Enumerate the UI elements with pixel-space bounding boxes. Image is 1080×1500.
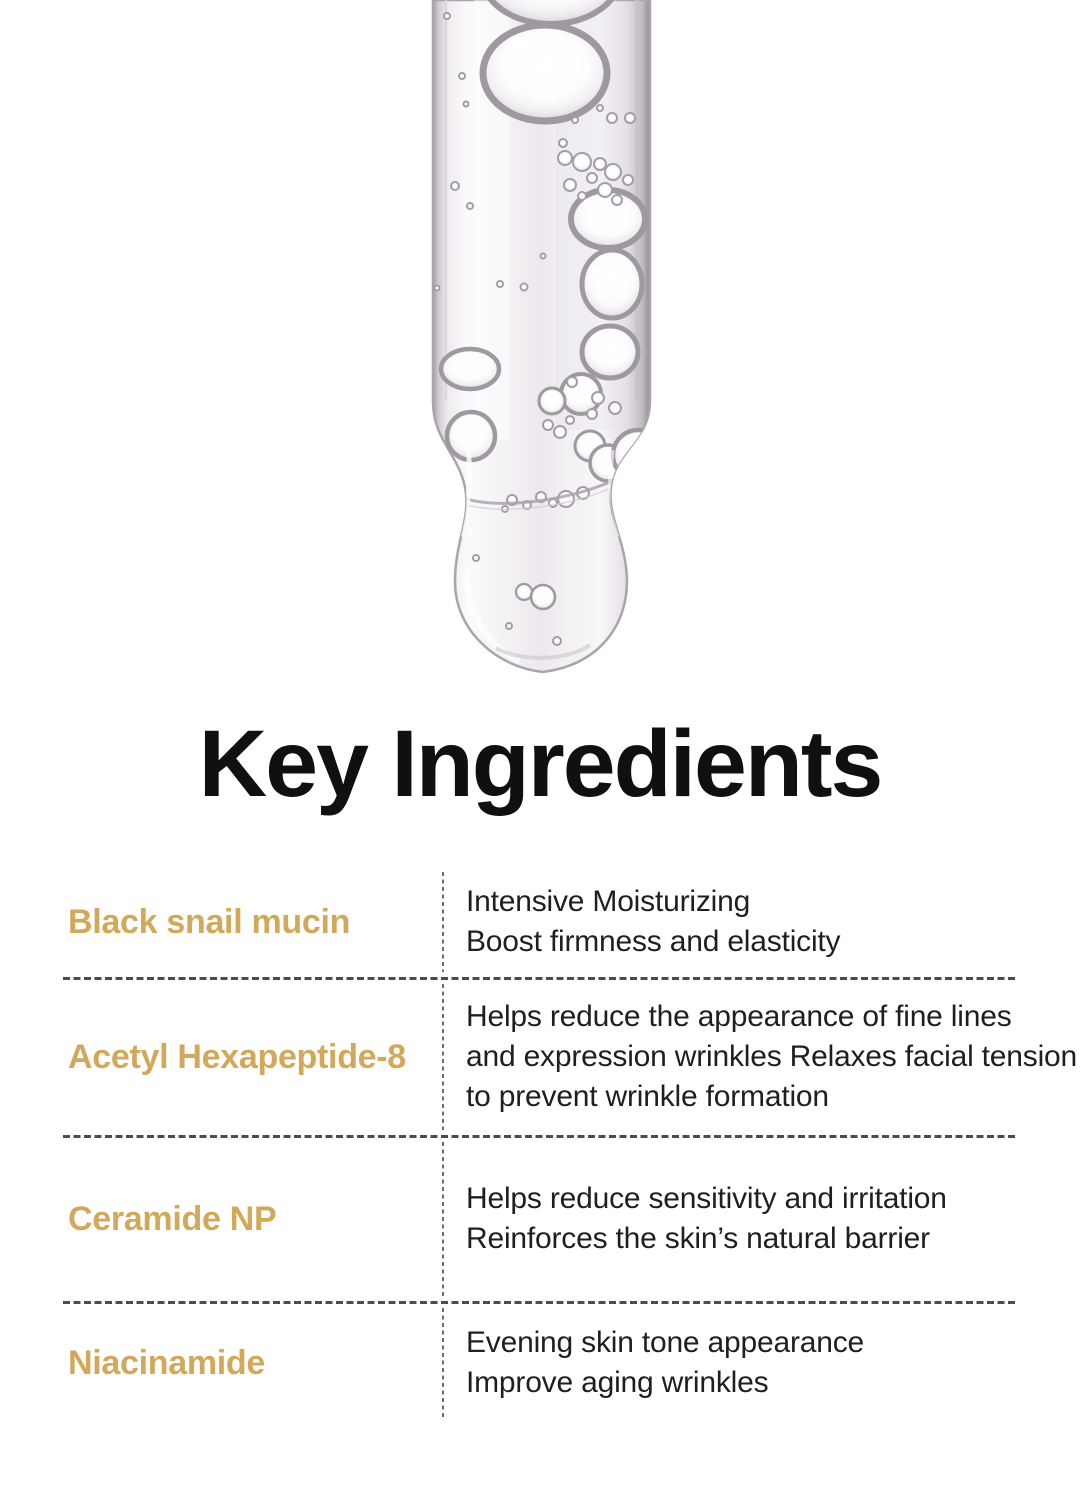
hero-image [0, 0, 1080, 680]
ingredient-description-line: and expression wrinkles Relaxes facial tension [466, 1040, 1077, 1073]
ingredient-row [63, 1302, 1018, 1424]
ingredient-name-cell [63, 866, 443, 978]
ingredient-description-line: Intensive Moisturizing [466, 885, 751, 918]
ingredient-row [63, 1136, 1018, 1302]
ingredient-row [63, 978, 1077, 1136]
ingredient-name: Acetyl Hexapeptide-8 [68, 1037, 406, 1076]
ingredient-name-cell [63, 1302, 443, 1424]
ingredient-name: Black snail mucin [68, 902, 351, 941]
ingredient-row [63, 866, 1018, 978]
ingredient-description-cell [443, 978, 1077, 1136]
serum-dropper-photo [0, 0, 1080, 680]
ingredient-name: Niacinamide [68, 1343, 265, 1382]
ingredient-description-line: to prevent wrinkle formation [466, 1080, 829, 1113]
ingredient-description-cell [443, 1136, 1018, 1302]
ingredients-table [63, 866, 1077, 1424]
ingredient-name: Ceramide NP [68, 1199, 277, 1238]
ingredient-description-line: Helps reduce the appearance of fine lines [466, 1000, 1012, 1033]
ingredient-description [466, 997, 1077, 1117]
ingredient-name-cell [63, 1136, 443, 1302]
page-title: Key Ingredients [198, 711, 882, 817]
ingredient-description-line: Helps reduce sensitivity and irritation [466, 1182, 947, 1215]
ingredient-description-line: Improve aging wrinkles [466, 1366, 769, 1399]
ingredient-name-cell [63, 978, 443, 1136]
ingredient-description [466, 1179, 1018, 1259]
ingredient-description-line: Reinforces the skin’s natural barrier [466, 1222, 930, 1255]
ingredient-description [466, 882, 1018, 962]
ingredient-description-cell [443, 1302, 1018, 1424]
ingredient-description [466, 1323, 1018, 1403]
ingredient-description-line: Boost firmness and elasticity [466, 925, 841, 958]
ingredient-description-cell [443, 866, 1018, 978]
ingredient-description-line: Evening skin tone appearance [466, 1326, 865, 1359]
